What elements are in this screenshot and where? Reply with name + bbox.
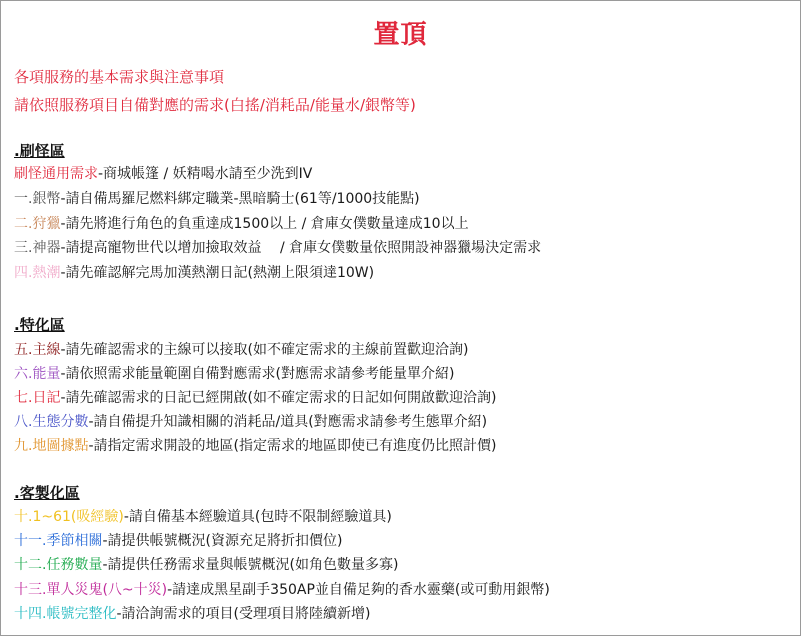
item-label: 五.主線 <box>14 342 61 358</box>
item-desc: -請自備基本經驗道具(包時不限制經驗道具) <box>123 509 392 525</box>
item-desc: -請指定需求開設的地區(指定需求的地區即使已有進度仍比照計價) <box>88 438 497 454</box>
list-item <box>14 603 370 623</box>
item-desc: -請洽詢需求的項目(受理項目將陸續新增) <box>116 606 371 622</box>
list-item <box>14 579 550 599</box>
item-label: 九.地圖據點 <box>14 438 89 454</box>
item-label: 三.神器 <box>14 240 61 256</box>
item-label: 八.生態分數 <box>14 414 89 430</box>
item-desc: -請依照需求能量範圍自備對應需求(對應需求請參考能量單介紹) <box>60 366 455 382</box>
item-label: 刷怪通用需求 <box>14 166 98 182</box>
item-label: 十三.單人災鬼(八~十災) <box>14 582 168 598</box>
item-label: 二.狩獵 <box>14 216 61 232</box>
list-item <box>14 339 468 359</box>
item-desc: -請提供任務需求量與帳號概況(如角色數量多寡) <box>102 557 399 573</box>
item-desc: -請先確認需求的日記已經開啟(如不確定需求的日記如何開啟歡迎洽詢) <box>60 390 497 406</box>
item-desc: -請提供帳號概況(資源充足將折扣價位) <box>102 533 343 549</box>
list-item <box>14 387 496 407</box>
item-desc: -請自備提升知識相關的消耗品/道具(對應需求請參考生態單介紹) <box>88 414 488 430</box>
item-label: 七.日記 <box>14 390 61 406</box>
list-item <box>14 435 496 455</box>
notice-line-2: 請依照服務項目自備對應的需求(白搖/消耗品/能量水/銀幣等) <box>14 96 416 114</box>
item-label: 十二.任務數量 <box>14 557 103 573</box>
section-heading-custom: .客製化區 <box>14 484 80 502</box>
item-desc: -請自備馬羅尼燃料綁定職業-黑暗騎士(61等/1000技能點) <box>60 191 420 207</box>
item-label: 四.熱潮 <box>14 265 61 281</box>
list-item <box>14 237 541 257</box>
page-title: 置頂 <box>373 20 428 50</box>
item-label: 六.能量 <box>14 366 61 382</box>
list-item <box>14 411 487 431</box>
list-item <box>14 554 398 574</box>
item-desc: -請先確認需求的主線可以接取(如不確定需求的主線前置歡迎洽詢) <box>60 342 469 358</box>
item-desc: -請先確認解完馬加漢熱潮日記(熱潮上限須達10W) <box>60 265 375 281</box>
list-item <box>14 188 420 208</box>
list-item <box>14 163 312 183</box>
item-desc: -請先將進行角色的負重達成1500以上 / 倉庫女僕數量達成10以上 <box>60 216 469 232</box>
item-desc: -商城帳篷 / 妖精喝水請至少洗到IV <box>98 166 313 182</box>
item-desc: -請提高寵物世代以增加撿取效益 / 倉庫女僕數量依照開設神器獵場決定需求 <box>60 240 542 256</box>
list-item <box>14 506 392 526</box>
item-label: 十.1~61(吸經驗) <box>14 509 124 525</box>
item-label: 十四.帳號完整化 <box>14 606 117 622</box>
list-item <box>14 363 454 383</box>
item-desc: -請達成黑星副手350AP並自備足夠的香水靈藥(或可動用銀幣) <box>167 582 550 598</box>
list-item <box>14 262 374 282</box>
section-heading-monster: .刷怪區 <box>14 142 65 160</box>
list-item <box>14 213 469 233</box>
section-heading-special: .特化區 <box>14 316 65 334</box>
item-label: 一.銀幣 <box>14 191 61 207</box>
item-label: 十一.季節相關 <box>14 533 103 549</box>
list-item <box>14 530 342 550</box>
notice-line-1: 各項服務的基本需求與注意事項 <box>14 68 225 86</box>
